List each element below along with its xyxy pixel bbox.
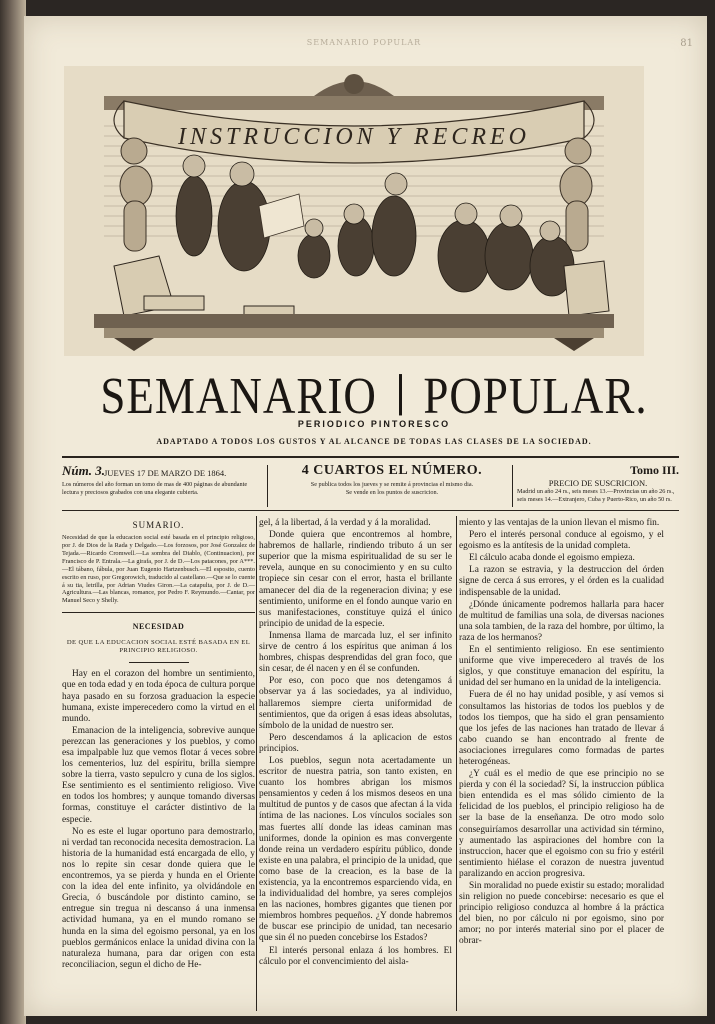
- article-paragraph: Sin moralidad no puede existir su estado; moralidad sin religion no puede concebirse: necesario es que el principio religioso conduzca al hombre á la práctica del bien, no por cálculo ni por egoismo, sino por amor; no por interés material sino por el placer de obrar-: [459, 881, 665, 947]
- article-paragraph: Pero descendamos á la aplicacion de estos principios.: [259, 732, 452, 754]
- article-paragraph: gel, á la libertad, á la verdad y á la moralidad.: [259, 518, 431, 528]
- article-paragraph: ¿Dónde únicamente podremos hallarla para hacer de multitud de familias una sola, de diversas naciones una sola tambien, de la raza del hombre, por último, la raza de los hermanos?: [459, 599, 664, 643]
- article-paragraph: Donde quiera que encontremos al hombre, habremos de hallarle, rindiendo tributo á un ser superior que la misma espiritualidad de su ser le revela, aunque en su conocimiento y en su culto tropiece sin cesar con el error, hasta el brillante amanecer del dia de la regeneracion divina; y ese sentimiento, uniforme en el fondo aunque vario en sus manifestaciones, constituye quizá el único principio de unidad de la especie.: [259, 530, 452, 629]
- newspaper-page: [24, 16, 707, 1016]
- divider: [267, 465, 268, 507]
- price-note-2: Se vende en los puntos de suscricion.: [345, 488, 439, 496]
- article-paragraph: La razon se estravia, y la destruccion del órden signe de cerca á sus errores, y el órden es la cualidad indispensable de la unidad.: [459, 565, 664, 598]
- column-divider: [256, 516, 257, 1011]
- engraving-banner-text: INSTRUCCION Y RECREO: [177, 124, 531, 150]
- article-subtitle: DE QUE LA EDUCACION SOCIAL ESTÉ BASADA EN EL PRINCIPIO RELIGIOSO.: [66, 639, 251, 655]
- column-1: [62, 518, 255, 972]
- book-binding-edge: [0, 0, 26, 1024]
- reading-family-engraving-icon: [64, 66, 644, 356]
- divider: [62, 510, 679, 511]
- masthead-title: [84, 366, 664, 426]
- running-head: SEMANARIO POPULAR: [306, 38, 422, 47]
- column-2: [259, 518, 452, 969]
- divider: [129, 662, 189, 663]
- issue-date: JUEVES 17 DE MARZO DE 1864.: [104, 468, 227, 478]
- article-paragraph: ¿Y cuál es el medio de que ese principio no se pierda y con él la sociedad? Sí, la instruccion pública bien entendida es el mas sólido cimiento de la felicidad de los pueblos, el principio religioso ha de ser la base de la enseñanza. De otro modo solo conseguiríamos desarrollar una actividad sin término, y aumentado las aspiraciones del hombre con la instruccion, hacer que el egoismo con su frio y estéril sentimiento hiélase el corazon de nuestra juventud paralizando en accion progresiva.: [459, 769, 664, 879]
- article-paragraph: Pero el interés personal conduce al egoismo, y el egoismo es la antítesis de la unidad completa.: [459, 530, 664, 552]
- masthead-subtitle: PERIODICO PINTORESCO: [297, 419, 451, 429]
- divider: [62, 456, 679, 458]
- issue-info-row: [62, 463, 679, 509]
- article-paragraph: El interés personal enlaza á los hombres. El cálculo por el convencimiento del aisla-: [259, 945, 452, 967]
- article-paragraph: Emanacion de la inteligencia, sobrevive aunque perezcan las generaciones y los pueblos, y como esa impalpable luz que vemos flotar á veces sobre los cementerios, luz del espíritu, brilla siempre sobre la tierra, vasto sepulcro y cuna de los siglos. Ese sentimiento es el sentimiento religioso. Vive en todos los hombres; y aunque tomando diversas formas, constituye el carácter distintivo de la especie.: [62, 725, 255, 825]
- subscription-text: Madrid un año 24 rs., seis meses 13.—Provincias un año 26 rs., seis meses 14.—Extranjero, Cuba y Puerto-Rico, un año 50 rs.: [517, 488, 675, 503]
- article-paragraph: No es este el lugar oportuno para demostrarlo, ni verdad tan reconocida necesita demostracion. La historia de la humanidad está encargada de ello, y nos lo repite sin cesar donde quiera que le encontremos, ya se pierda y hunda en el Oriente con la idea del ente infinito, ya olvidándole en Grecia, ó buscándole por distinto camino, se entregue sin tregua ni descanso á una inmensa actividad humana, ya en el mundo romano se hunda en la sima del egoismo personal, ya en los pueblos germánicos enlace la unidad divina con la naturaleza humana, para dar origen con esta reconciliacion, segun el dicho de He-: [62, 826, 255, 970]
- column-3: [459, 518, 664, 949]
- article-paragraph: Por eso, con poco que nos detengamos á observar ya á las sociedades, ya al individuo, hallaremos siempre cierta uniformidad de sentimientos, que da origen á esas ideas absolutas, símbolo de la unidad de nuestro ser.: [259, 676, 452, 731]
- divider: [62, 612, 255, 613]
- issue-number: Núm. 3.: [62, 463, 105, 478]
- page-number: 81: [680, 38, 693, 49]
- masthead-tagline: ADAPTADO A TODOS LOS GUSTOS Y AL ALCANCE DE TODAS LAS CLASES DE LA SOCIEDAD.: [156, 437, 592, 446]
- article-paragraph: Inmensa llama de marcada luz, el ser infinito sirve de centro á los espíritus que animan á los hombres, chispas desprendidas del gran foco, que sin cesar, de él nacen y en él se confunden.: [259, 630, 452, 675]
- sumario-body: Necesidad de que la educacion social esté basada en el principio religioso, por J. de Dios de la Rada y Delgado.—Los forzosos, por José Gonzalez de Tejada.—Ricardo Cromwell.—La sombra del Diablo, (Continuacion), por Francisco de P. Entrala.—La girafa, por J. de D.—Los patacones, por A***.—El tábano, fábula, por Juan Eugenio Hartzenbusch.—El esposito, cuento escrito en ruso, por Gregorowich, traducido al castellano.—Que se lo cuente á su tia, letrilla, por Adrian Viudes Giron.—La catapulta, por J. de D.—Agricultura.—Las blancas, romance, por Pedro F. Reymundo.—Cantar, por Manuel Seco y Shelly.: [62, 534, 255, 605]
- issue-info-left: [62, 463, 262, 496]
- masthead-title-left: SEMANARIO: [100, 367, 377, 425]
- article-paragraph: Fuera de él no hay unidad posible, y así vemos si consultamos las historias de todos los pueblos y de todos los tiempos, que ha sido el gran pensamiento que los jefes de las naciones han tratado de llevar á cabo cuando se han encontrado al frente de asociaciones irregulares como formadas de partes heterogéneas.: [459, 690, 664, 767]
- masthead-title-right: POPULAR.: [423, 367, 648, 425]
- divider: [512, 465, 513, 507]
- volume-number: Tomo III.: [630, 463, 679, 477]
- price-headline: 4 CUARTOS EL NÚMERO.: [301, 463, 483, 478]
- scan-right-edge: [707, 0, 715, 1024]
- article-paragraph: miento y las ventajas de la union llevan el mismo fin.: [459, 518, 660, 528]
- subscription-title: PRECIO DE SUSCRICION.: [548, 478, 648, 488]
- article-paragraph: Los pueblos, segun nota acertadamente un escritor de nuestra patria, son tanto existen, en cuanto los hombres abrigan los mismos pensamientos y ceden á los mismos deseos en una multitud de puntos y de casos que afectan á la vida íntima de las naciones. Los vínculos sociales son mas fuertes allí donde las ideas caminan mas uniformes, donde la opinion es mas convergente donde reina un verdadero espíritu público, donde existe en una palabra, el principio de la unidad, que como base de la creacion, es la base de la existencia, ya la encontremos esparciendo vida, en la individualidad del hombre, ya seres complejos en las naciones, hombres gigantes que tienen por miembros hombres pequeños. ¿Y donde habremos de buscar ese principio de unidad, tan necesario que sin él no pueden concebirse los Estados?: [259, 755, 452, 944]
- article-paragraph: Hay en el corazon del hombre un sentimiento, que en toda edad y en toda época de cultura porque haya pasado en su forzosa graduacion la especie humana, existe imperecedero como la virtud en el mundo.: [62, 669, 255, 724]
- price-note-1: Se publica todos los jueves y se remite á provincias el mismo dia.: [310, 481, 474, 488]
- issue-note: Los números del año forman un tomo de mas de 400 páginas de abundante lectura y preciosos grabados con una elegante cubierta.: [62, 481, 248, 496]
- column-divider: [456, 516, 457, 1011]
- sumario-title: SUMARIO.: [132, 520, 185, 530]
- article-title: NECESIDAD: [132, 622, 185, 632]
- ornament-icon: [389, 374, 411, 415]
- issue-info-middle: [277, 463, 507, 496]
- issue-info-right: [517, 463, 679, 503]
- article-paragraph: El cálculo acaba donde el egoismo empieza.: [469, 553, 635, 564]
- article-paragraph: En el sentimiento religioso. En ese sentimiento uniforme que vive imperecedero al través de los siglos, y que constituye emanacion del espíritu, la unidad del ser humano en la unidad de la inteligencia.: [459, 645, 664, 689]
